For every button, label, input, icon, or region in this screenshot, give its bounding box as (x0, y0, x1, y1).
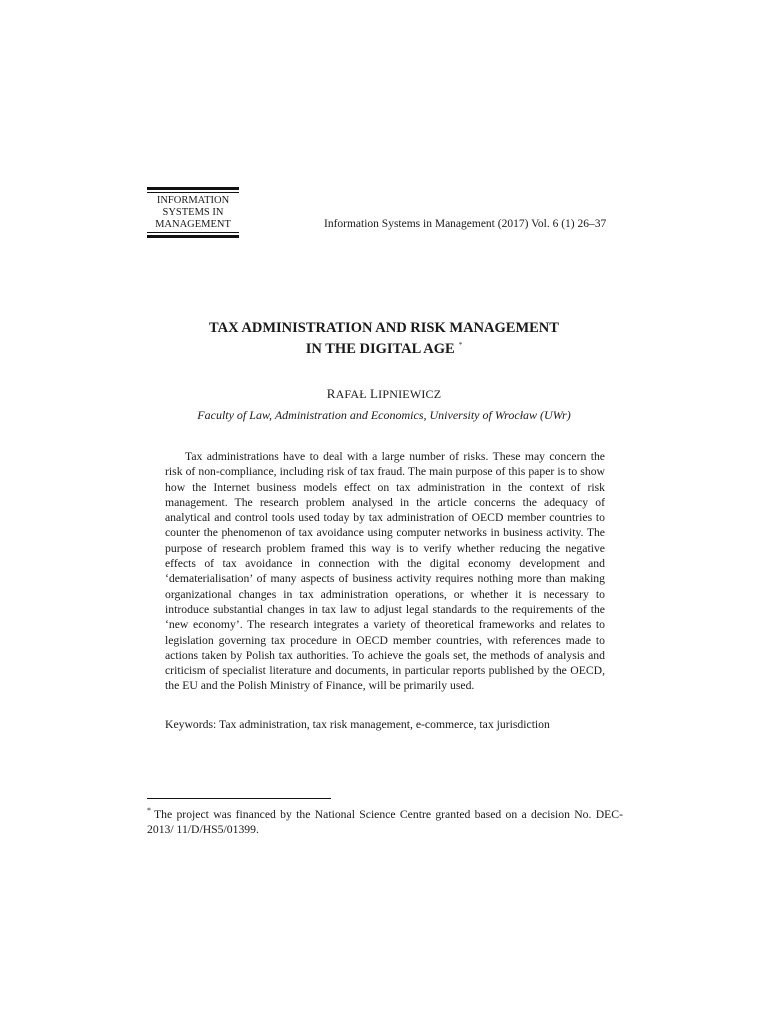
abstract: Tax administrations have to deal with a large number of risks. These may concern the risk of non-compliance, including risk of tax fraud. The main purpose of this paper is to show how the Internet business models effect on tax administration in the context of risk management. The research problem analysed in the article concerns the adequacy of analytical and control tools used today by tax administration of OECD member countries to counter the phenomenon of tax avoidance using computer networks in business activity. The purpose of research problem framed this way is to verify whether reducing the negative effects of tax avoidance in connection with the digital economy development and ‘dematerialisation’ of many aspects of business activity requires nothing more than making organizational changes in tax administration operations, or whether it is necessary to introduce substantial changes in tax law to adjust legal standards to the requirements of the ‘new economy’. The research integrates a variety of theoretical frameworks and relates to legislation governing tax procedure in OECD member countries, with references made to actions taken by Polish tax authorities. To achieve the goals set, the methods of analysis and criticism of specialist literature and documents, in particular reports published by the OECD, the EU and the Polish Ministry of Finance, will be primarily used. (165, 450, 605, 693)
author-affiliation: Faculty of Law, Administration and Economics, University of Wrocław (UWr) (197, 408, 571, 422)
logo-line-3: MANAGEMENT (155, 219, 231, 230)
logo-line-1: INFORMATION (156, 195, 230, 206)
title-footnote-marker: * (458, 341, 463, 349)
author-last-rest: IPNIEWICZ (378, 387, 442, 401)
paper-title-line-2-text: IN THE DIGITAL AGE (305, 340, 455, 357)
author-first-initial: R (326, 386, 336, 401)
author-last-initial: L (370, 386, 379, 401)
paper-title-line-1: TAX ADMINISTRATION AND RISK MANAGEMENT (209, 320, 559, 336)
footnote-marker: * (147, 806, 151, 815)
author-name (0, 386, 768, 402)
logo-line-2: SYSTEMS IN (162, 207, 224, 218)
logo-top-rule (147, 187, 239, 193)
journal-logo (147, 187, 239, 238)
footnote-rule (147, 798, 331, 799)
logo-bottom-rule (147, 232, 239, 238)
journal-reference: Information Systems in Management (2017) Vol. 6 (1) 26–37 (324, 218, 607, 230)
keywords: Keywords: Tax administration, tax risk management, e-commerce, tax jurisdiction (165, 718, 550, 731)
author-first-rest: AFAŁ (335, 387, 367, 401)
footnote-text: The project was financed by the National Science Centre granted based on a decision No. DEC-2013/ 11/D/HS5/01399. (147, 807, 623, 836)
footnote (147, 803, 623, 837)
paper-title-line-2 (0, 337, 768, 358)
